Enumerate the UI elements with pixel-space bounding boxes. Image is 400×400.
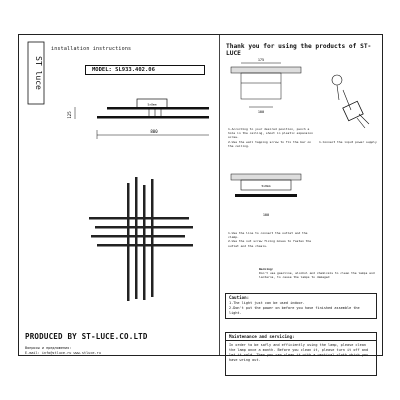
vertical-bar-3	[143, 185, 146, 300]
mount-width-dimension: 175	[257, 58, 265, 62]
warning-block	[259, 267, 379, 280]
svg-text:100: 100	[262, 213, 270, 217]
horizontal-bar-3	[91, 235, 185, 238]
warning-text: Don't use gasoline, alcohol and chemicals to clean the lamps and lanterns, to cause the lamps to damaged	[259, 271, 375, 280]
horizontal-bar-2	[95, 226, 193, 229]
step3-drawing	[227, 170, 307, 230]
caution-line2: 2.Don't put the power on before you have finished assemble the light.	[229, 306, 360, 315]
caution-title: Caution:	[229, 295, 250, 300]
step1-line2: 2.Use the wall tapping screw to fix the bar on the ceiling.	[228, 139, 312, 148]
ceiling	[231, 67, 301, 73]
contact-email: E-mail: info@stluce.ru www.stluce.ru	[25, 351, 101, 355]
model-number: MODEL: SL933.402.06	[85, 65, 205, 75]
width-dimension: 800	[150, 129, 158, 134]
horizontal-bar-4	[97, 244, 193, 247]
height-dimension: 125	[67, 111, 72, 119]
step3-line1: 1.Use the line to connect the outlet and the clamp.	[228, 231, 308, 240]
step1-text	[228, 127, 318, 148]
mount-bracket	[241, 73, 281, 99]
brand-logo	[27, 41, 45, 105]
step1-mounting-drawing	[227, 55, 307, 125]
lamp-bar-bottom	[97, 116, 209, 119]
thank-you-heading: Thank you for using the products of ST-LUCE	[226, 43, 372, 57]
manufacturer: PRODUCED BY ST-LUCE.CO.LTD	[25, 332, 148, 341]
maintenance-title: Maintenance and servicing:	[226, 333, 376, 341]
svg-text:5x8mm: 5x8mm	[147, 102, 157, 107]
document-title: installation instructions	[51, 46, 132, 52]
vertical-bar-4	[151, 179, 154, 297]
brand-logo-svg	[27, 41, 45, 105]
step1-line1: 1.According to your desired position, punch a hole in the ceiling, shoot in plastic expansion screw.	[228, 127, 313, 140]
caution-box	[225, 293, 377, 319]
contact-info	[25, 346, 101, 356]
center-divider	[219, 35, 220, 355]
horizontal-bar-1	[89, 217, 189, 220]
lamp-bar-top	[107, 107, 209, 110]
lamp-bar	[235, 194, 297, 197]
svg-text:ST luce: ST luce	[34, 56, 43, 90]
wire-loop	[332, 75, 342, 85]
top-view-drawing	[89, 177, 199, 307]
step2-wiring-drawing	[319, 70, 379, 130]
vertical-bar-2	[135, 177, 138, 299]
contact-title: Вопросы и предложения:	[25, 346, 72, 350]
step3-text	[228, 231, 318, 248]
maintenance-text: In order to be safly and efficiently using the lamp, please clean the lamp once a month. Before you clean it, please turn it off and let it cold. Then you can clean it with a vertical cloth which you have wring out.	[229, 343, 369, 362]
instruction-sheet	[18, 34, 383, 362]
maintenance-box	[225, 332, 377, 376]
mount-inner-dimension: 100	[257, 110, 265, 114]
vertical-bar-1	[127, 183, 130, 301]
step3-line2: 2.Use the nut screw fixing moves to fasten the outlet and the chasis.	[228, 239, 312, 248]
step2-text: 1.Connect the input power supply	[319, 140, 377, 144]
side-view-drawing	[49, 95, 209, 160]
terminal-block	[343, 101, 363, 120]
ceiling-2	[231, 174, 301, 180]
warning-title: Warning:	[259, 267, 274, 271]
svg-text:5x8mm: 5x8mm	[261, 184, 271, 188]
caution-line1: 1.The light just can be used indoor.	[229, 301, 305, 305]
